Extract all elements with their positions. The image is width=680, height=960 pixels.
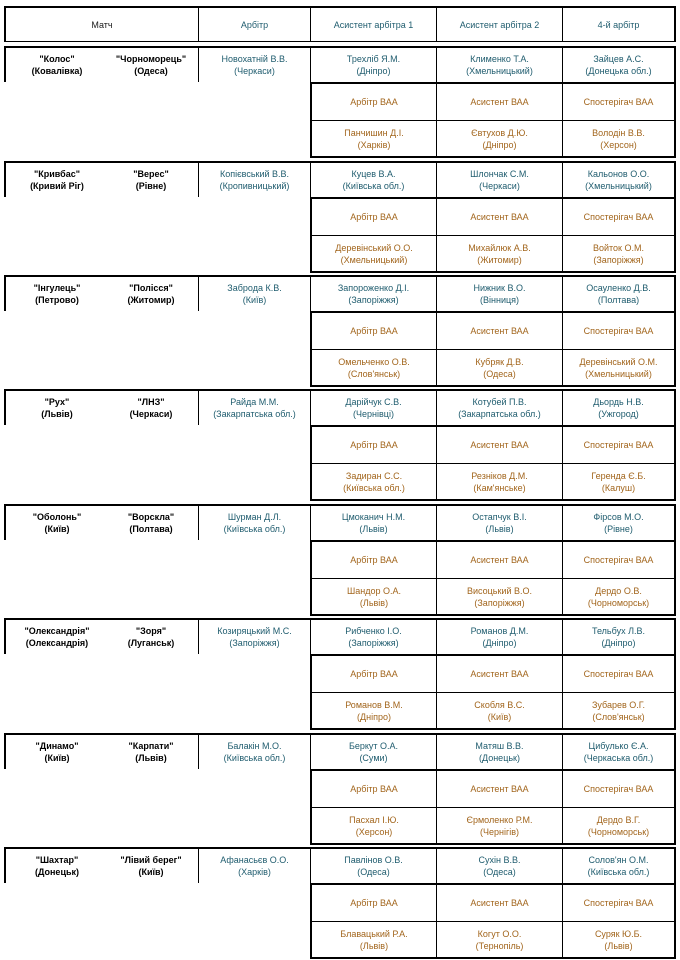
home-team-line-2: (Київ) — [44, 524, 70, 534]
var-official — [310, 349, 436, 387]
home-team — [4, 161, 108, 197]
home-team — [4, 46, 108, 82]
assistant-2-line-1: Сухін В.В. — [478, 855, 521, 865]
away-team-line-2: (Львів) — [135, 753, 167, 763]
assistant-1-line-1: Беркут О.А. — [348, 741, 399, 751]
var-label-line-1: Арбітр ВАА — [350, 212, 398, 222]
assistant-1-line-2: (Київська обл.) — [342, 181, 405, 191]
avar-label-line-1: Асистент ВАА — [470, 784, 529, 794]
fourth-official-line-2: (Черкаська обл.) — [583, 753, 654, 763]
away-team-line-2: (Рівне) — [135, 181, 167, 191]
observer-official-line-1: Деревінський О.М. — [579, 356, 658, 367]
assistant-2-line-2: (Одеса) — [483, 867, 516, 877]
var-label — [310, 82, 436, 120]
observer-official-line-1: Геренда Є.Б. — [591, 470, 646, 481]
observer-official — [562, 921, 676, 959]
assistant-1-line-2: (Одеса) — [357, 867, 390, 877]
avar-official-line-1: Когут О.О. — [477, 928, 522, 939]
var-label-line-1: Арбітр ВАА — [350, 784, 398, 794]
home-team-line-1: "Олександрія" — [24, 626, 90, 636]
fourth-official-line-2: (Полтава) — [597, 295, 640, 305]
var-official-line-1: Пасхал І.Ю. — [349, 814, 399, 825]
var-official — [310, 692, 436, 730]
referee-line-1: Шурман Д.Л. — [227, 512, 282, 522]
observer-official-line-1: Зубарев О.Г. — [591, 699, 646, 710]
fourth-official-line-1: Цибулько Є.А. — [588, 741, 649, 751]
away-team — [104, 161, 198, 197]
observer-official — [562, 463, 676, 501]
referee-line-2: (Черкаси) — [234, 66, 275, 76]
fourth-official-line-1: Солов'ян О.М. — [588, 855, 649, 865]
fourth-official-line-2: (Дніпро) — [601, 638, 636, 648]
observer-official-line-2: (Калуш) — [601, 482, 636, 493]
avar-label — [436, 425, 562, 463]
home-team-line-1: "Кривбас" — [33, 169, 81, 179]
away-team-line-1: "Зоря" — [135, 626, 167, 636]
fourth-official-line-1: Дьордь Н.В. — [593, 397, 644, 407]
assistant-2-line-1: Матяш В.В. — [475, 741, 524, 751]
assistant-1 — [310, 389, 436, 425]
fourth-official-line-2: (Рівне) — [604, 524, 633, 534]
fourth-official — [562, 733, 676, 769]
away-team — [104, 389, 198, 425]
var-official-line-2: (Львів) — [359, 940, 389, 951]
fourth-official-line-2: (Київська обл.) — [587, 867, 650, 877]
avar-label — [436, 883, 562, 921]
assistant-2-line-1: Котубей П.В. — [472, 397, 527, 407]
avar-official-line-1: Резніков Д.М. — [471, 470, 528, 481]
var-official-line-1: Омельченко О.В. — [338, 356, 410, 367]
avar-official-line-2: (Чернігів) — [479, 826, 520, 837]
fourth-official — [562, 275, 676, 311]
assistant-1 — [310, 618, 436, 654]
avar-official — [436, 578, 562, 616]
var-official-line-1: Романов В.М. — [345, 699, 403, 710]
observer-label-line-1: Спостерігач ВАА — [583, 898, 654, 908]
assistant-2-line-1: Нижник В.О. — [473, 283, 526, 293]
var-label-line-1: Арбітр ВАА — [350, 440, 398, 450]
away-team-line-2: (Житомир) — [127, 295, 175, 305]
referee-line-2: (Закарпатська обл.) — [213, 409, 296, 419]
var-label — [310, 540, 436, 578]
referee-line-2: (Київська обл.) — [223, 524, 286, 534]
observer-official-line-2: (Херсон) — [600, 139, 637, 150]
assistant-2-line-2: (Донецьк) — [479, 753, 520, 763]
home-team-line-2: (Донецьк) — [34, 867, 80, 877]
observer-official-line-1: Володін В.В. — [592, 127, 645, 138]
home-team-line-2: (Київ) — [44, 753, 70, 763]
var-label — [310, 197, 436, 235]
observer-official-line-1: Войток О.М. — [593, 242, 644, 253]
observer-label — [562, 311, 676, 349]
assistant-1-line-1: Рибченко І.О. — [345, 626, 402, 636]
avar-official — [436, 692, 562, 730]
referee — [198, 847, 310, 883]
home-team — [4, 275, 108, 311]
avar-official — [436, 807, 562, 845]
observer-label-line-1: Спостерігач ВАА — [583, 669, 654, 679]
var-official-line-2: (Дніпро) — [357, 711, 391, 722]
referee — [198, 733, 310, 769]
assistant-2-line-2: (Хмельницький) — [466, 66, 533, 76]
avar-official-line-2: (Київ) — [487, 711, 512, 722]
referee — [198, 389, 310, 425]
avar-label-line-1: Асистент ВАА — [470, 326, 529, 336]
assistant-2-line-2: (Дніпро) — [482, 638, 517, 648]
observer-label — [562, 425, 676, 463]
away-team — [104, 46, 198, 82]
referee-line-1: Райда М.М. — [230, 397, 279, 407]
fourth-official-line-1: Кальонов О.О. — [587, 169, 650, 179]
home-team-line-1: "Динамо" — [35, 741, 79, 751]
observer-official — [562, 349, 676, 387]
avar-official-line-2: (Дніпро) — [482, 139, 517, 150]
home-team — [4, 733, 108, 769]
avar-label — [436, 769, 562, 807]
assistant-2 — [436, 504, 562, 540]
var-label-line-1: Арбітр ВАА — [350, 555, 398, 565]
assistant-1-line-1: Запороженко Д.І. — [337, 283, 410, 293]
avar-label — [436, 197, 562, 235]
assistant-1 — [310, 46, 436, 82]
assistant-2-line-2: (Черкаси) — [479, 181, 520, 191]
observer-official-line-2: (Хмельницький) — [585, 368, 652, 379]
var-label — [310, 883, 436, 921]
observer-official-line-1: Дердо В.Г. — [596, 814, 641, 825]
var-official-line-1: Панчишин Д.І. — [344, 127, 404, 138]
avar-official-line-2: (Житомир) — [477, 254, 522, 265]
assistant-1-line-2: (Дніпро) — [356, 66, 391, 76]
var-official-line-2: (Львів) — [359, 597, 389, 608]
away-team-line-1: "Карпати" — [128, 741, 174, 751]
header-ar2 — [436, 6, 562, 42]
away-team-line-2: (Одеса) — [134, 66, 168, 76]
var-label-line-1: Арбітр ВАА — [350, 669, 398, 679]
assistant-1-line-1: Цмоканич Н.М. — [341, 512, 406, 522]
observer-official-line-2: (Чорноморськ) — [587, 826, 650, 837]
away-team-line-2: (Черкаси) — [129, 409, 173, 419]
away-team-line-1: "Полісся" — [129, 283, 173, 293]
avar-official-line-1: Висоцький В.О. — [467, 585, 532, 596]
fourth-official — [562, 504, 676, 540]
avar-label-line-1: Асистент ВАА — [470, 440, 529, 450]
home-team-line-2: (Петрово) — [35, 295, 79, 305]
var-official-line-1: Деревінський О.О. — [335, 242, 413, 253]
avar-official — [436, 921, 562, 959]
away-team — [104, 275, 198, 311]
home-team — [4, 389, 108, 425]
var-official — [310, 921, 436, 959]
assistant-1-line-1: Дарійчук С.В. — [345, 397, 402, 407]
assistant-2-line-1: Романов Д.М. — [470, 626, 529, 636]
header-match-label: Матч — [91, 19, 113, 30]
avar-label — [436, 311, 562, 349]
fourth-official — [562, 161, 676, 197]
avar-official — [436, 349, 562, 387]
assistant-1 — [310, 275, 436, 311]
var-official — [310, 807, 436, 845]
avar-official-line-2: (Запоріжжя) — [474, 597, 525, 608]
observer-official — [562, 807, 676, 845]
avar-label — [436, 540, 562, 578]
assistant-2-line-1: Шлончак С.М. — [470, 169, 529, 179]
assistant-2-line-1: Клименко Т.А. — [470, 54, 529, 64]
var-official-line-2: (Слов'янськ) — [347, 368, 401, 379]
assistant-1-line-2: (Суми) — [359, 753, 388, 763]
avar-official-line-2: (Одеса) — [483, 368, 516, 379]
avar-official-line-1: Михайлюк А.В. — [468, 242, 531, 253]
home-team-line-2: (Ковалівка) — [31, 66, 83, 76]
avar-official — [436, 463, 562, 501]
var-official-line-2: (Херсон) — [355, 826, 393, 837]
header-fourth — [562, 6, 676, 42]
avar-official — [436, 120, 562, 158]
assistant-1-line-1: Трехліб Я.М. — [346, 54, 401, 64]
avar-label-line-1: Асистент ВАА — [470, 97, 529, 107]
referee — [198, 46, 310, 82]
home-team — [4, 504, 108, 540]
fourth-official-line-2: (Ужгород) — [598, 409, 639, 419]
away-team — [104, 733, 198, 769]
fourth-official-line-1: Осауленко Д.В. — [586, 283, 651, 293]
observer-label-line-1: Спостерігач ВАА — [583, 326, 654, 336]
var-label-line-1: Арбітр ВАА — [350, 97, 398, 107]
avar-label-line-1: Асистент ВАА — [470, 555, 529, 565]
fourth-official — [562, 847, 676, 883]
home-team — [4, 847, 108, 883]
var-official — [310, 120, 436, 158]
var-label — [310, 425, 436, 463]
fourth-official-line-1: Тельбух Л.В. — [591, 626, 645, 636]
referee-line-1: Балакін М.О. — [227, 741, 282, 751]
home-team-line-2: (Олександрія) — [25, 638, 89, 648]
var-official — [310, 235, 436, 273]
var-label-line-1: Арбітр ВАА — [350, 326, 398, 336]
referee-line-2: (Київ) — [242, 295, 267, 305]
observer-label — [562, 654, 676, 692]
header-fourth-label: 4-й арбітр — [597, 19, 640, 30]
observer-official-line-1: Суряк Ю.Б. — [594, 928, 643, 939]
assistant-2 — [436, 618, 562, 654]
var-label — [310, 654, 436, 692]
observer-official — [562, 235, 676, 273]
home-team-line-1: "Шахтар" — [35, 855, 79, 865]
avar-official-line-2: (Кам'янське) — [473, 482, 526, 493]
assistant-2-line-2: (Закарпатська обл.) — [458, 409, 541, 419]
fourth-official-line-2: (Донецька обл.) — [585, 66, 652, 76]
observer-official — [562, 120, 676, 158]
home-team-line-1: "Колос" — [39, 54, 75, 64]
fourth-official — [562, 46, 676, 82]
assistant-2 — [436, 733, 562, 769]
assistant-1-line-2: (Запоріжжя) — [348, 638, 399, 648]
var-official-line-1: Блавацький Р.А. — [340, 928, 408, 939]
var-official — [310, 463, 436, 501]
assistant-1-line-1: Куцев В.А. — [351, 169, 396, 179]
observer-official — [562, 692, 676, 730]
referee — [198, 618, 310, 654]
avar-label-line-1: Асистент ВАА — [470, 669, 529, 679]
away-team-line-1: "Ворскла" — [127, 512, 175, 522]
avar-label — [436, 82, 562, 120]
assistant-1 — [310, 161, 436, 197]
assistant-2 — [436, 847, 562, 883]
observer-label — [562, 540, 676, 578]
avar-official-line-1: Єрмоленко Р.М. — [466, 814, 533, 825]
var-label — [310, 311, 436, 349]
home-team-line-2: (Львів) — [41, 409, 73, 419]
observer-label-line-1: Спостерігач ВАА — [583, 440, 654, 450]
away-team-line-1: "ЛНЗ" — [137, 397, 165, 407]
avar-official-line-1: Скобля В.С. — [474, 699, 525, 710]
observer-label — [562, 883, 676, 921]
assistant-2-line-2: (Вінниця) — [480, 295, 519, 305]
observer-official — [562, 578, 676, 616]
avar-label — [436, 654, 562, 692]
observer-official-line-2: (Чорноморськ) — [587, 597, 650, 608]
home-team — [4, 618, 108, 654]
header-ar2-label: Асистент арбітра 2 — [459, 19, 540, 30]
assistant-2 — [436, 161, 562, 197]
away-team-line-1: "Лівий берег" — [120, 855, 182, 865]
home-team-line-2: (Кривий Ріг) — [30, 181, 84, 191]
referee-line-2: (Запоріжжя) — [229, 638, 280, 648]
away-team — [104, 618, 198, 654]
observer-label-line-1: Спостерігач ВАА — [583, 212, 654, 222]
var-label-line-1: Арбітр ВАА — [350, 898, 398, 908]
var-official-line-2: (Хмельницький) — [340, 254, 408, 265]
referee-line-2: (Київська обл.) — [223, 753, 286, 763]
away-team — [104, 504, 198, 540]
header-match — [4, 6, 198, 42]
assistant-1 — [310, 733, 436, 769]
header-ar1-label: Асистент арбітра 1 — [333, 19, 414, 30]
referee-line-2: (Харків) — [238, 867, 271, 877]
referee-line-1: Козиряцький М.С. — [217, 626, 292, 636]
assistant-1 — [310, 504, 436, 540]
var-official — [310, 578, 436, 616]
observer-label — [562, 197, 676, 235]
assistant-1-line-2: (Чернівці) — [353, 409, 394, 419]
away-team-line-2: (Полтава) — [129, 524, 173, 534]
assistant-1-line-1: Павлінов О.В. — [344, 855, 403, 865]
header-ar1 — [310, 6, 436, 42]
observer-official-line-2: (Слов'янськ) — [592, 711, 645, 722]
assistant-2-line-2: (Львів) — [485, 524, 514, 534]
away-team-line-2: (Луганськ) — [127, 638, 175, 648]
var-official-line-1: Шандор О.А. — [347, 585, 401, 596]
away-team-line-1: "Верес" — [133, 169, 169, 179]
var-official-line-1: Задиран С.С. — [345, 470, 403, 481]
assistant-1-line-2: (Львів) — [359, 524, 388, 534]
var-label — [310, 769, 436, 807]
assistant-2-line-1: Остапчук В.І. — [472, 512, 527, 522]
avar-label-line-1: Асистент ВАА — [470, 212, 529, 222]
observer-official-line-1: Дердо О.В. — [595, 585, 642, 596]
assistant-2 — [436, 389, 562, 425]
fourth-official-line-2: (Хмельницький) — [585, 181, 652, 191]
referee-line-1: Копієвський В.В. — [219, 169, 290, 179]
observer-label — [562, 82, 676, 120]
home-team-line-1: "Оболонь" — [32, 512, 82, 522]
observer-label-line-1: Спостерігач ВАА — [583, 97, 654, 107]
home-team-line-1: "Інгулець" — [33, 283, 81, 293]
referee-line-1: Заброда К.В. — [227, 283, 282, 293]
avar-official-line-2: (Тернопіль) — [475, 940, 524, 951]
observer-label-line-1: Спостерігач ВАА — [583, 784, 654, 794]
home-team-line-1: "Рух" — [44, 397, 70, 407]
away-team — [104, 847, 198, 883]
assistant-2 — [436, 46, 562, 82]
away-team-line-1: "Чорноморець" — [115, 54, 187, 64]
observer-official-line-2: (Львів) — [604, 940, 633, 951]
avar-label-line-1: Асистент ВАА — [470, 898, 529, 908]
referee — [198, 161, 310, 197]
avar-official-line-1: Кубряк Д.В. — [475, 356, 524, 367]
fourth-official-line-1: Фірсов М.О. — [593, 512, 644, 522]
var-official-line-2: (Київська обл.) — [343, 482, 405, 493]
fourth-official — [562, 618, 676, 654]
observer-label — [562, 769, 676, 807]
avar-official-line-1: Євтухов Д.Ю. — [471, 127, 528, 138]
var-official-line-2: (Харків) — [357, 139, 391, 150]
assistant-1 — [310, 847, 436, 883]
fourth-official-line-1: Зайцев А.С. — [593, 54, 644, 64]
referee — [198, 504, 310, 540]
referee-line-2: (Кропивницький) — [219, 181, 290, 191]
observer-official-line-2: (Запоріжжя) — [593, 254, 644, 265]
header-referee — [198, 6, 310, 42]
avar-official — [436, 235, 562, 273]
referee — [198, 275, 310, 311]
referee-line-1: Афанасьєв О.О. — [220, 855, 289, 865]
fourth-official — [562, 389, 676, 425]
assistant-1-line-2: (Запоріжжя) — [348, 295, 399, 305]
away-team-line-2: (Київ) — [138, 867, 164, 877]
assistant-2 — [436, 275, 562, 311]
referee-line-1: Новохатній В.В. — [221, 54, 288, 64]
header-referee-label: Арбітр — [240, 19, 269, 30]
observer-label-line-1: Спостерігач ВАА — [583, 555, 654, 565]
